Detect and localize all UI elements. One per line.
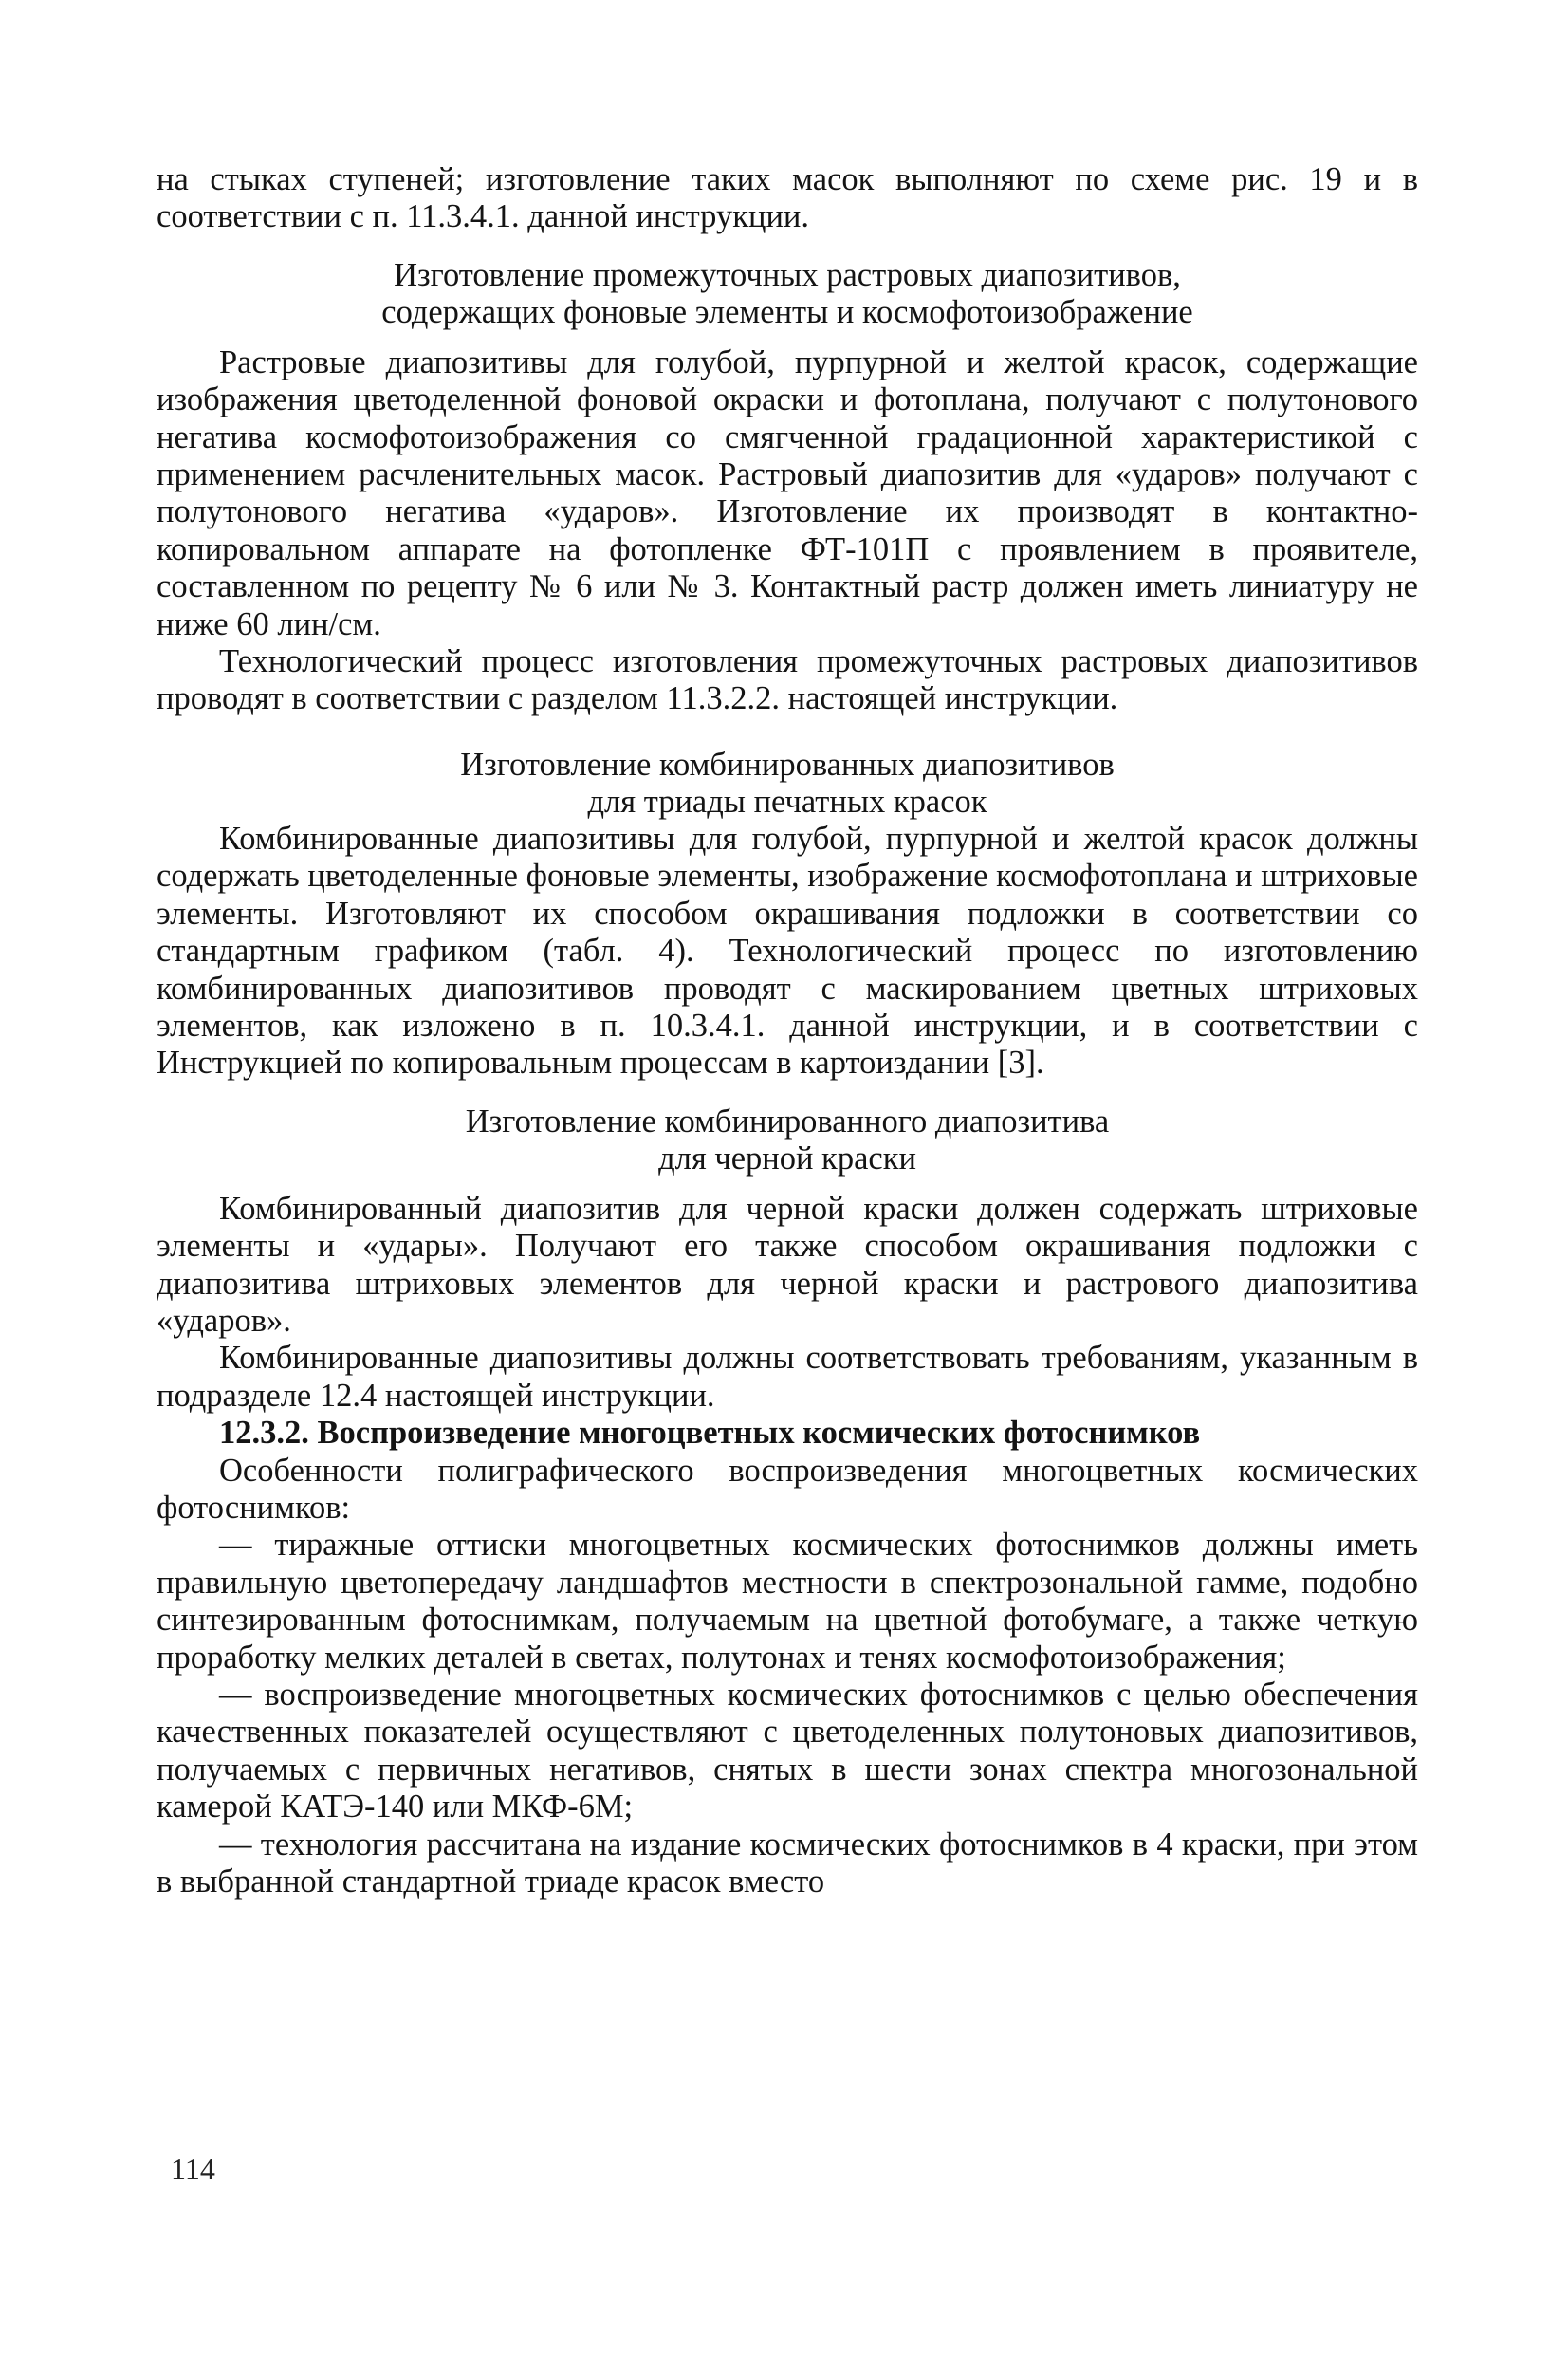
heading-line: Изготовление комбинированных диапозитивов: [460, 746, 1115, 783]
paragraph: Комбинированные диапозитивы должны соответствовать требованиям, указанным в подразделе 12.4 настоящей инструкции.: [157, 1340, 1418, 1414]
page-body: [157, 161, 1418, 1900]
heading-line: для черной краски: [658, 1140, 916, 1177]
heading-line: Изготовление комбинированного диапозитива: [465, 1103, 1110, 1140]
paragraph: Комбинированные диапозитивы для голубой, пурпурной и желтой красок должны содержать цветоделенные фоновые элементы, изображение космофотоплана и штриховые элементы. Изготовляют их способом окрашивания подложки в соответствии со стандартным графиком (табл. 4). Технологический процесс по изготовлению комбинированных диапозитивов проводят с маскированием цветных штриховых элементов, как изложено в п. 10.3.4.1. данной инструкции, и в соответствии с Инструкцией по копировальным процессам в картоиздании [3].: [157, 820, 1418, 1082]
subsection-heading: 12.3.2. Воспроизведение многоцветных космических фотоснимков: [219, 1415, 1201, 1452]
section-heading-black-diapositive: [157, 1103, 1418, 1177]
list-item: — технология рассчитана на издание космических фотоснимков в 4 краски, при этом в выбранной стандартной триаде красок вместо: [157, 1826, 1418, 1900]
paragraph: Растровые диапозитивы для голубой, пурпурной и желтой красок, содержащие изображения цветоделенной фоновой окраски и фотоплана, получают с полутонового негатива космофотоизображения со смягченной градационной характеристикой с применением расчленительных масок. Растровый диапозитив для «ударов» получают с полутонового негатива «ударов». Изготовление их производят в контактно-копировальном аппарате на фотопленке ФТ-101П с проявлением в проявителе, составленном по рецепту № 6 или № 3. Контактный растр должен иметь линиатуру не ниже 60 лин/см.: [157, 343, 1418, 642]
heading-line: Изготовление промежуточных растровых диапозитивов,: [394, 256, 1181, 293]
heading-line: содержащих фоновые элементы и космофотоизображение: [381, 293, 1193, 330]
intro-paragraph: на стыках ступеней; изготовление таких масок выполняют по схеме рис. 19 и в соответствии с п. 11.3.4.1. данной инструкции.: [157, 161, 1418, 235]
section-heading-combined-diapositives: [157, 747, 1418, 821]
heading-line: для триады печатных красок: [587, 783, 987, 820]
list-item: — тиражные оттиски многоцветных космических фотоснимков должны иметь правильную цветопередачу ландшафтов местности в спектрозональной гамме, подобно синтезированным фотоснимкам, получаемым на цветной фотобумаге, а также четкую проработку мелких деталей в светах, полутонах и тенях космофотоизображения;: [157, 1527, 1418, 1676]
paragraph: Особенности полиграфического воспроизведения многоцветных космических фотоснимков:: [157, 1452, 1418, 1526]
page-number: 114: [171, 2152, 215, 2186]
section-heading-intermediate-diapositives: [157, 257, 1418, 331]
paragraph: Комбинированный диапозитив для черной краски должен содержать штриховые элементы и «удары». Получают его также способом окрашивания подложки с диапозитива штриховых элементов для черной краски и растрового диапозитива «ударов».: [157, 1190, 1418, 1339]
list-item: — воспроизведение многоцветных космических фотоснимков с целью обеспечения качественных показателей осуществляют с цветоделенных полутоновых диапозитивов, получаемых с первичных негативов, снятых в шести зонах спектра многозональной камерой КАТЭ-140 или МКФ-6М;: [157, 1677, 1418, 1826]
paragraph: Технологический процесс изготовления промежуточных растровых диапозитивов проводят в соответствии с разделом 11.3.2.2. настоящей инструкции.: [157, 643, 1418, 717]
